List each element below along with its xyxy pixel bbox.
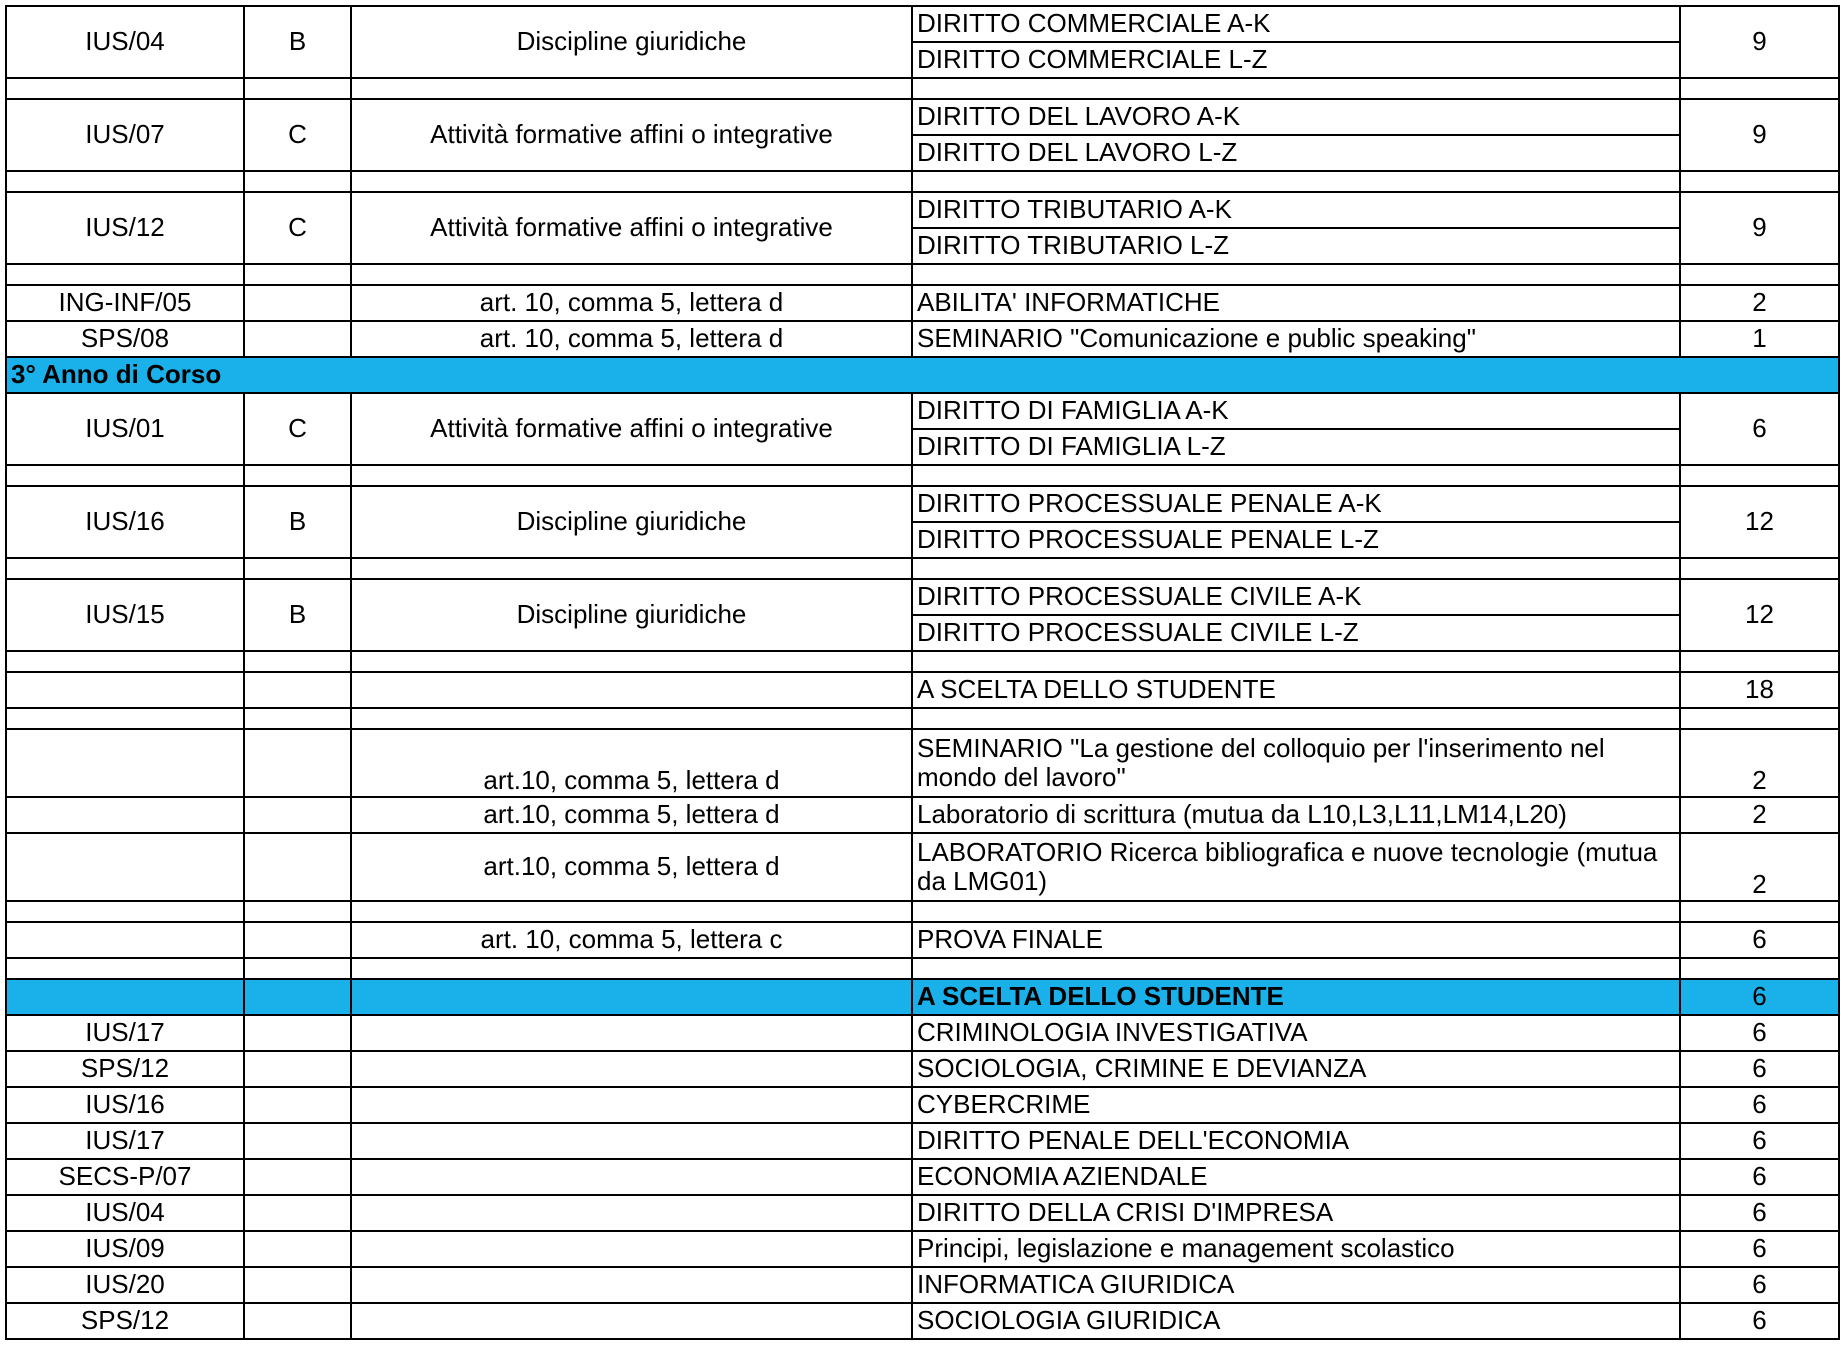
- spacer-cell: [1679, 170, 1840, 193]
- spacer-cell: [350, 900, 913, 923]
- cfu-cell: 2: [1679, 832, 1840, 902]
- tipo-cell: [243, 1230, 352, 1268]
- course-cell: DIRITTO DELLA CRISI D'IMPRESA: [911, 1194, 1681, 1232]
- subheader-cell: [243, 978, 352, 1016]
- ssd-cell: IUS/07: [5, 98, 245, 172]
- ambito-cell: Attività formative affini o integrative: [350, 392, 913, 466]
- ssd-cell: IUS/15: [5, 578, 245, 652]
- ssd-cell: [5, 671, 245, 709]
- ambito-cell: art. 10, comma 5, lettera c: [350, 921, 913, 959]
- ssd-cell: ING-INF/05: [5, 284, 245, 322]
- spacer-cell: [1679, 900, 1840, 923]
- ambito-cell: [350, 1122, 913, 1160]
- tipo-cell: C: [243, 98, 352, 172]
- tipo-cell: [243, 728, 352, 798]
- spacer-cell: [243, 464, 352, 487]
- cfu-cell: 6: [1679, 1266, 1840, 1304]
- ssd-cell: IUS/09: [5, 1230, 245, 1268]
- spacer-cell: [5, 707, 245, 730]
- ambito-cell: Attività formative affini o integrative: [350, 98, 913, 172]
- cfu-cell: 6: [1679, 1302, 1840, 1340]
- cfu-cell: 6: [1679, 1230, 1840, 1268]
- course-cell: DIRITTO TRIBUTARIO A-K: [911, 191, 1681, 229]
- spacer-cell: [1679, 77, 1840, 100]
- course-cell: DIRITTO COMMERCIALE A-K: [911, 5, 1681, 43]
- spacer-cell: [911, 557, 1681, 580]
- course-cell: SOCIOLOGIA GIURIDICA: [911, 1302, 1681, 1340]
- ambito-cell: [350, 671, 913, 709]
- ssd-cell: [5, 796, 245, 834]
- tipo-cell: [243, 832, 352, 902]
- ssd-cell: SPS/12: [5, 1050, 245, 1088]
- spacer-cell: [350, 464, 913, 487]
- cfu-cell: 6: [1679, 1158, 1840, 1196]
- spacer-cell: [350, 650, 913, 673]
- ambito-cell: [350, 1086, 913, 1124]
- cfu-cell: 9: [1679, 5, 1840, 79]
- ssd-cell: IUS/17: [5, 1014, 245, 1052]
- tipo-cell: C: [243, 191, 352, 265]
- ssd-cell: IUS/04: [5, 5, 245, 79]
- subheader-cfu: 6: [1679, 978, 1840, 1016]
- ssd-cell: SPS/12: [5, 1302, 245, 1340]
- course-cell: DIRITTO COMMERCIALE L-Z: [911, 41, 1681, 79]
- spacer-cell: [350, 557, 913, 580]
- course-cell: DIRITTO DI FAMIGLIA A-K: [911, 392, 1681, 430]
- ambito-cell: [350, 1194, 913, 1232]
- spacer-cell: [350, 707, 913, 730]
- course-cell: DIRITTO PROCESSUALE CIVILE A-K: [911, 578, 1681, 616]
- ssd-cell: IUS/01: [5, 392, 245, 466]
- ambito-cell: art. 10, comma 5, lettera d: [350, 284, 913, 322]
- subheader-cell: [350, 978, 913, 1016]
- ambito-cell: [350, 1014, 913, 1052]
- cfu-cell: 6: [1679, 921, 1840, 959]
- spacer-cell: [911, 464, 1681, 487]
- spacer-cell: [350, 263, 913, 286]
- ambito-cell: art.10, comma 5, lettera d: [350, 796, 913, 834]
- year-header: 3° Anno di Corso: [5, 356, 1840, 394]
- spacer-cell: [1679, 957, 1840, 980]
- spacer-cell: [350, 957, 913, 980]
- spacer-cell: [1679, 707, 1840, 730]
- cfu-cell: 6: [1679, 1050, 1840, 1088]
- tipo-cell: [243, 1266, 352, 1304]
- spacer-cell: [1679, 557, 1840, 580]
- spacer-cell: [350, 77, 913, 100]
- spacer-cell: [350, 170, 913, 193]
- course-cell: CYBERCRIME: [911, 1086, 1681, 1124]
- spacer-cell: [1679, 650, 1840, 673]
- tipo-cell: C: [243, 392, 352, 466]
- spacer-cell: [1679, 263, 1840, 286]
- course-cell: SOCIOLOGIA, CRIMINE E DEVIANZA: [911, 1050, 1681, 1088]
- spacer-cell: [1679, 464, 1840, 487]
- course-cell: A SCELTA DELLO STUDENTE: [911, 671, 1681, 709]
- tipo-cell: B: [243, 485, 352, 559]
- spacer-cell: [243, 650, 352, 673]
- course-cell: DIRITTO DI FAMIGLIA L-Z: [911, 428, 1681, 466]
- tipo-cell: [243, 921, 352, 959]
- cfu-cell: 6: [1679, 1122, 1840, 1160]
- ambito-cell: Discipline giuridiche: [350, 5, 913, 79]
- course-cell: SEMINARIO "La gestione del colloquio per l'inserimento nel mondo del lavoro": [911, 728, 1681, 798]
- ambito-cell: Attività formative affini o integrative: [350, 191, 913, 265]
- spacer-cell: [243, 170, 352, 193]
- course-cell: INFORMATICA GIURIDICA: [911, 1266, 1681, 1304]
- ambito-cell: art. 10, comma 5, lettera d: [350, 320, 913, 358]
- spacer-cell: [911, 263, 1681, 286]
- spacer-cell: [5, 557, 245, 580]
- cfu-cell: 2: [1679, 284, 1840, 322]
- tipo-cell: [243, 1050, 352, 1088]
- ambito-cell: [350, 1158, 913, 1196]
- cfu-cell: 6: [1679, 1014, 1840, 1052]
- spacer-cell: [5, 900, 245, 923]
- spacer-cell: [911, 707, 1681, 730]
- ssd-cell: [5, 832, 245, 902]
- course-cell: DIRITTO TRIBUTARIO L-Z: [911, 227, 1681, 265]
- course-cell: DIRITTO PROCESSUALE PENALE A-K: [911, 485, 1681, 523]
- spacer-cell: [243, 707, 352, 730]
- cfu-cell: 9: [1679, 191, 1840, 265]
- ambito-cell: art.10, comma 5, lettera d: [350, 728, 913, 798]
- course-cell: ABILITA' INFORMATICHE: [911, 284, 1681, 322]
- course-cell: Laboratorio di scrittura (mutua da L10,L3,L11,LM14,L20): [911, 796, 1681, 834]
- spacer-cell: [5, 464, 245, 487]
- tipo-cell: [243, 1122, 352, 1160]
- spacer-cell: [5, 957, 245, 980]
- cfu-cell: 2: [1679, 796, 1840, 834]
- ambito-cell: art.10, comma 5, lettera d: [350, 832, 913, 902]
- ambito-cell: [350, 1230, 913, 1268]
- spacer-cell: [911, 650, 1681, 673]
- ssd-cell: IUS/12: [5, 191, 245, 265]
- cfu-cell: 9: [1679, 98, 1840, 172]
- ambito-cell: [350, 1302, 913, 1340]
- spacer-cell: [5, 77, 245, 100]
- course-cell: DIRITTO DEL LAVORO L-Z: [911, 134, 1681, 172]
- cfu-cell: 18: [1679, 671, 1840, 709]
- tipo-cell: B: [243, 5, 352, 79]
- tipo-cell: [243, 1302, 352, 1340]
- ambito-cell: [350, 1266, 913, 1304]
- cfu-cell: 1: [1679, 320, 1840, 358]
- spacer-cell: [243, 77, 352, 100]
- tipo-cell: [243, 1086, 352, 1124]
- ssd-cell: [5, 728, 245, 798]
- course-cell: CRIMINOLOGIA INVESTIGATIVA: [911, 1014, 1681, 1052]
- spacer-cell: [243, 957, 352, 980]
- ssd-cell: IUS/20: [5, 1266, 245, 1304]
- spacer-cell: [243, 557, 352, 580]
- course-cell: SEMINARIO "Comunicazione e public speaking": [911, 320, 1681, 358]
- spacer-cell: [911, 957, 1681, 980]
- course-cell: DIRITTO PROCESSUALE PENALE L-Z: [911, 521, 1681, 559]
- tipo-cell: [243, 796, 352, 834]
- tipo-cell: B: [243, 578, 352, 652]
- ssd-cell: SECS-P/07: [5, 1158, 245, 1196]
- ssd-cell: SPS/08: [5, 320, 245, 358]
- course-cell: Principi, legislazione e management scolastico: [911, 1230, 1681, 1268]
- course-cell: PROVA FINALE: [911, 921, 1681, 959]
- spacer-cell: [243, 263, 352, 286]
- cfu-cell: 6: [1679, 1194, 1840, 1232]
- course-cell: DIRITTO PROCESSUALE CIVILE L-Z: [911, 614, 1681, 652]
- ssd-cell: IUS/16: [5, 1086, 245, 1124]
- course-cell: DIRITTO DEL LAVORO A-K: [911, 98, 1681, 136]
- course-cell: ECONOMIA AZIENDALE: [911, 1158, 1681, 1196]
- tipo-cell: [243, 1194, 352, 1232]
- tipo-cell: [243, 671, 352, 709]
- spacer-cell: [5, 650, 245, 673]
- subheader-cell: [5, 978, 245, 1016]
- cfu-cell: 2: [1679, 728, 1840, 798]
- course-cell: LABORATORIO Ricerca bibliografica e nuove tecnologie (mutua da LMG01): [911, 832, 1681, 902]
- tipo-cell: [243, 1158, 352, 1196]
- spacer-cell: [243, 900, 352, 923]
- spacer-cell: [5, 263, 245, 286]
- ambito-cell: Discipline giuridiche: [350, 485, 913, 559]
- spacer-cell: [911, 77, 1681, 100]
- subheader-label: A SCELTA DELLO STUDENTE: [911, 978, 1681, 1016]
- cfu-cell: 12: [1679, 578, 1840, 652]
- cfu-cell: 6: [1679, 1086, 1840, 1124]
- course-cell: DIRITTO PENALE DELL'ECONOMIA: [911, 1122, 1681, 1160]
- tipo-cell: [243, 320, 352, 358]
- tipo-cell: [243, 1014, 352, 1052]
- ambito-cell: Discipline giuridiche: [350, 578, 913, 652]
- spacer-cell: [5, 170, 245, 193]
- ssd-cell: [5, 921, 245, 959]
- ssd-cell: IUS/17: [5, 1122, 245, 1160]
- ssd-cell: IUS/04: [5, 1194, 245, 1232]
- tipo-cell: [243, 284, 352, 322]
- spacer-cell: [911, 900, 1681, 923]
- cfu-cell: 12: [1679, 485, 1840, 559]
- ambito-cell: [350, 1050, 913, 1088]
- cfu-cell: 6: [1679, 392, 1840, 466]
- spacer-cell: [911, 170, 1681, 193]
- ssd-cell: IUS/16: [5, 485, 245, 559]
